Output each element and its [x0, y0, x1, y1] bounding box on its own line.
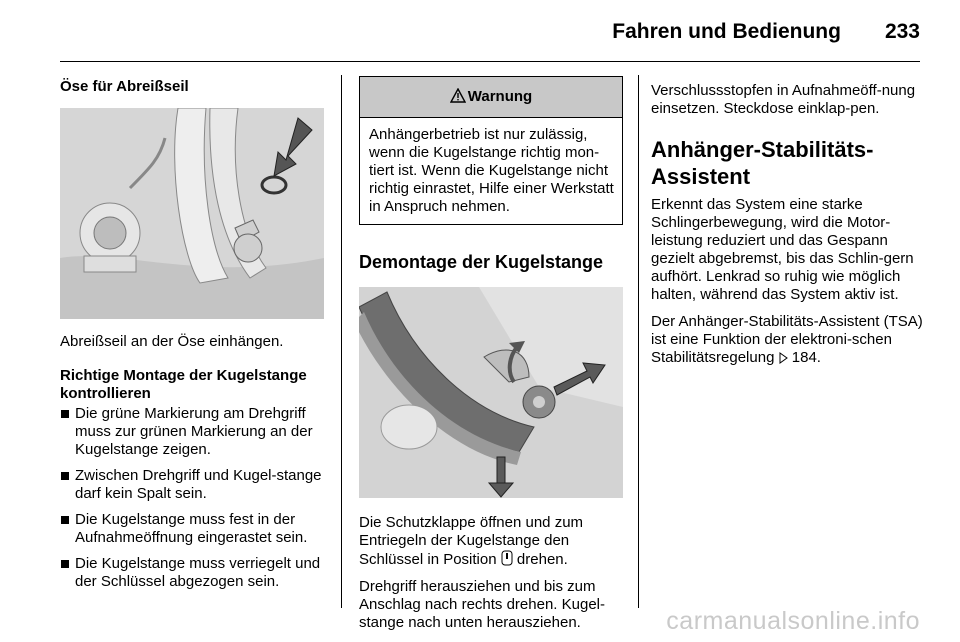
column-3 — [651, 78, 923, 376]
warning-title: Warnung — [467, 88, 533, 105]
paragraph — [359, 514, 623, 569]
column-divider — [341, 75, 342, 608]
paragraph-text: drehen. — [516, 551, 568, 568]
section-heading: Anhänger-Stabilitäts-Assistent — [651, 137, 874, 189]
cross-reference-arrow-icon — [779, 352, 788, 364]
list-item: Die Kugelstange muss verriegelt und der Schlüssel abgezogen sein. — [60, 555, 326, 591]
page-number: 233 — [884, 20, 920, 43]
list-item: Die grüne Markierung am Drehgriff muss zur grünen Markierung an der Kugelstange zeigen. — [60, 405, 326, 459]
paragraph: Erkennt das System eine starke Schlingerbewegung, wird die Motor-leistung reduziert und das Gespann gezielt abgebremst, bis das Schlin-gern aufhört. Lenkrad so ruhig wie möglich halten, während das System aktiv ist. — [651, 196, 914, 303]
tow-eye-photo — [60, 108, 324, 319]
watermark: carmanualsonline.info — [666, 607, 920, 635]
paragraph: Verschlussstopfen in Aufnahmeöff-nung einsetzen. Steckdose einklap-pen. — [651, 82, 916, 117]
warning-box — [359, 76, 623, 225]
tow-bar-removal-photo — [359, 287, 623, 498]
check-list — [60, 405, 326, 591]
section-heading: Öse für Abreißseil — [60, 78, 189, 95]
paragraph: Drehgriff herausziehen und bis zum Anschlag nach rechts drehen. Kugel-stange nach unten herausziehen. — [359, 578, 605, 631]
subheading: Richtige Montage der Kugelstange kontrollieren — [60, 367, 307, 402]
list-item: Zwischen Drehgriff und Kugel-stange darf kein Spalt sein. — [60, 467, 326, 503]
section-heading: Demontage der Kugelstange — [359, 252, 604, 272]
warning-text: Anhängerbetrieb ist nur zulässig, wenn die Kugelstange richtig mon-tiert ist. Wenn die Kugelstange nicht richtig einrastet, Hilfe einer Werkstatt in Anspruch nehmen. — [369, 126, 614, 215]
header-rule — [60, 61, 920, 62]
warning-triangle-icon — [450, 88, 466, 103]
paragraph-text: Der Anhänger-Stabilitäts-Assistent (TSA) ist eine Funktion der elektroni-schen Stabilitätsregelung — [651, 313, 923, 366]
column-1 — [60, 78, 326, 599]
page-reference: 184. — [791, 349, 821, 366]
page-header — [612, 20, 920, 44]
header-title: Fahren und Bedienung — [612, 20, 841, 43]
column-2 — [359, 78, 623, 641]
list-item: Die Kugelstange muss fest in der Aufnahmeöffnung eingerastet sein. — [60, 511, 326, 547]
warning-header — [360, 77, 622, 118]
photo-caption: Abreißseil an der Öse einhängen. — [60, 333, 284, 350]
paragraph-text: Die Schutzklappe öffnen und zum Entriegeln der Kugelstange den Schlüssel in Position — [359, 514, 584, 568]
key-position-icon — [501, 550, 513, 566]
column-divider — [638, 75, 639, 608]
paragraph — [651, 313, 923, 367]
